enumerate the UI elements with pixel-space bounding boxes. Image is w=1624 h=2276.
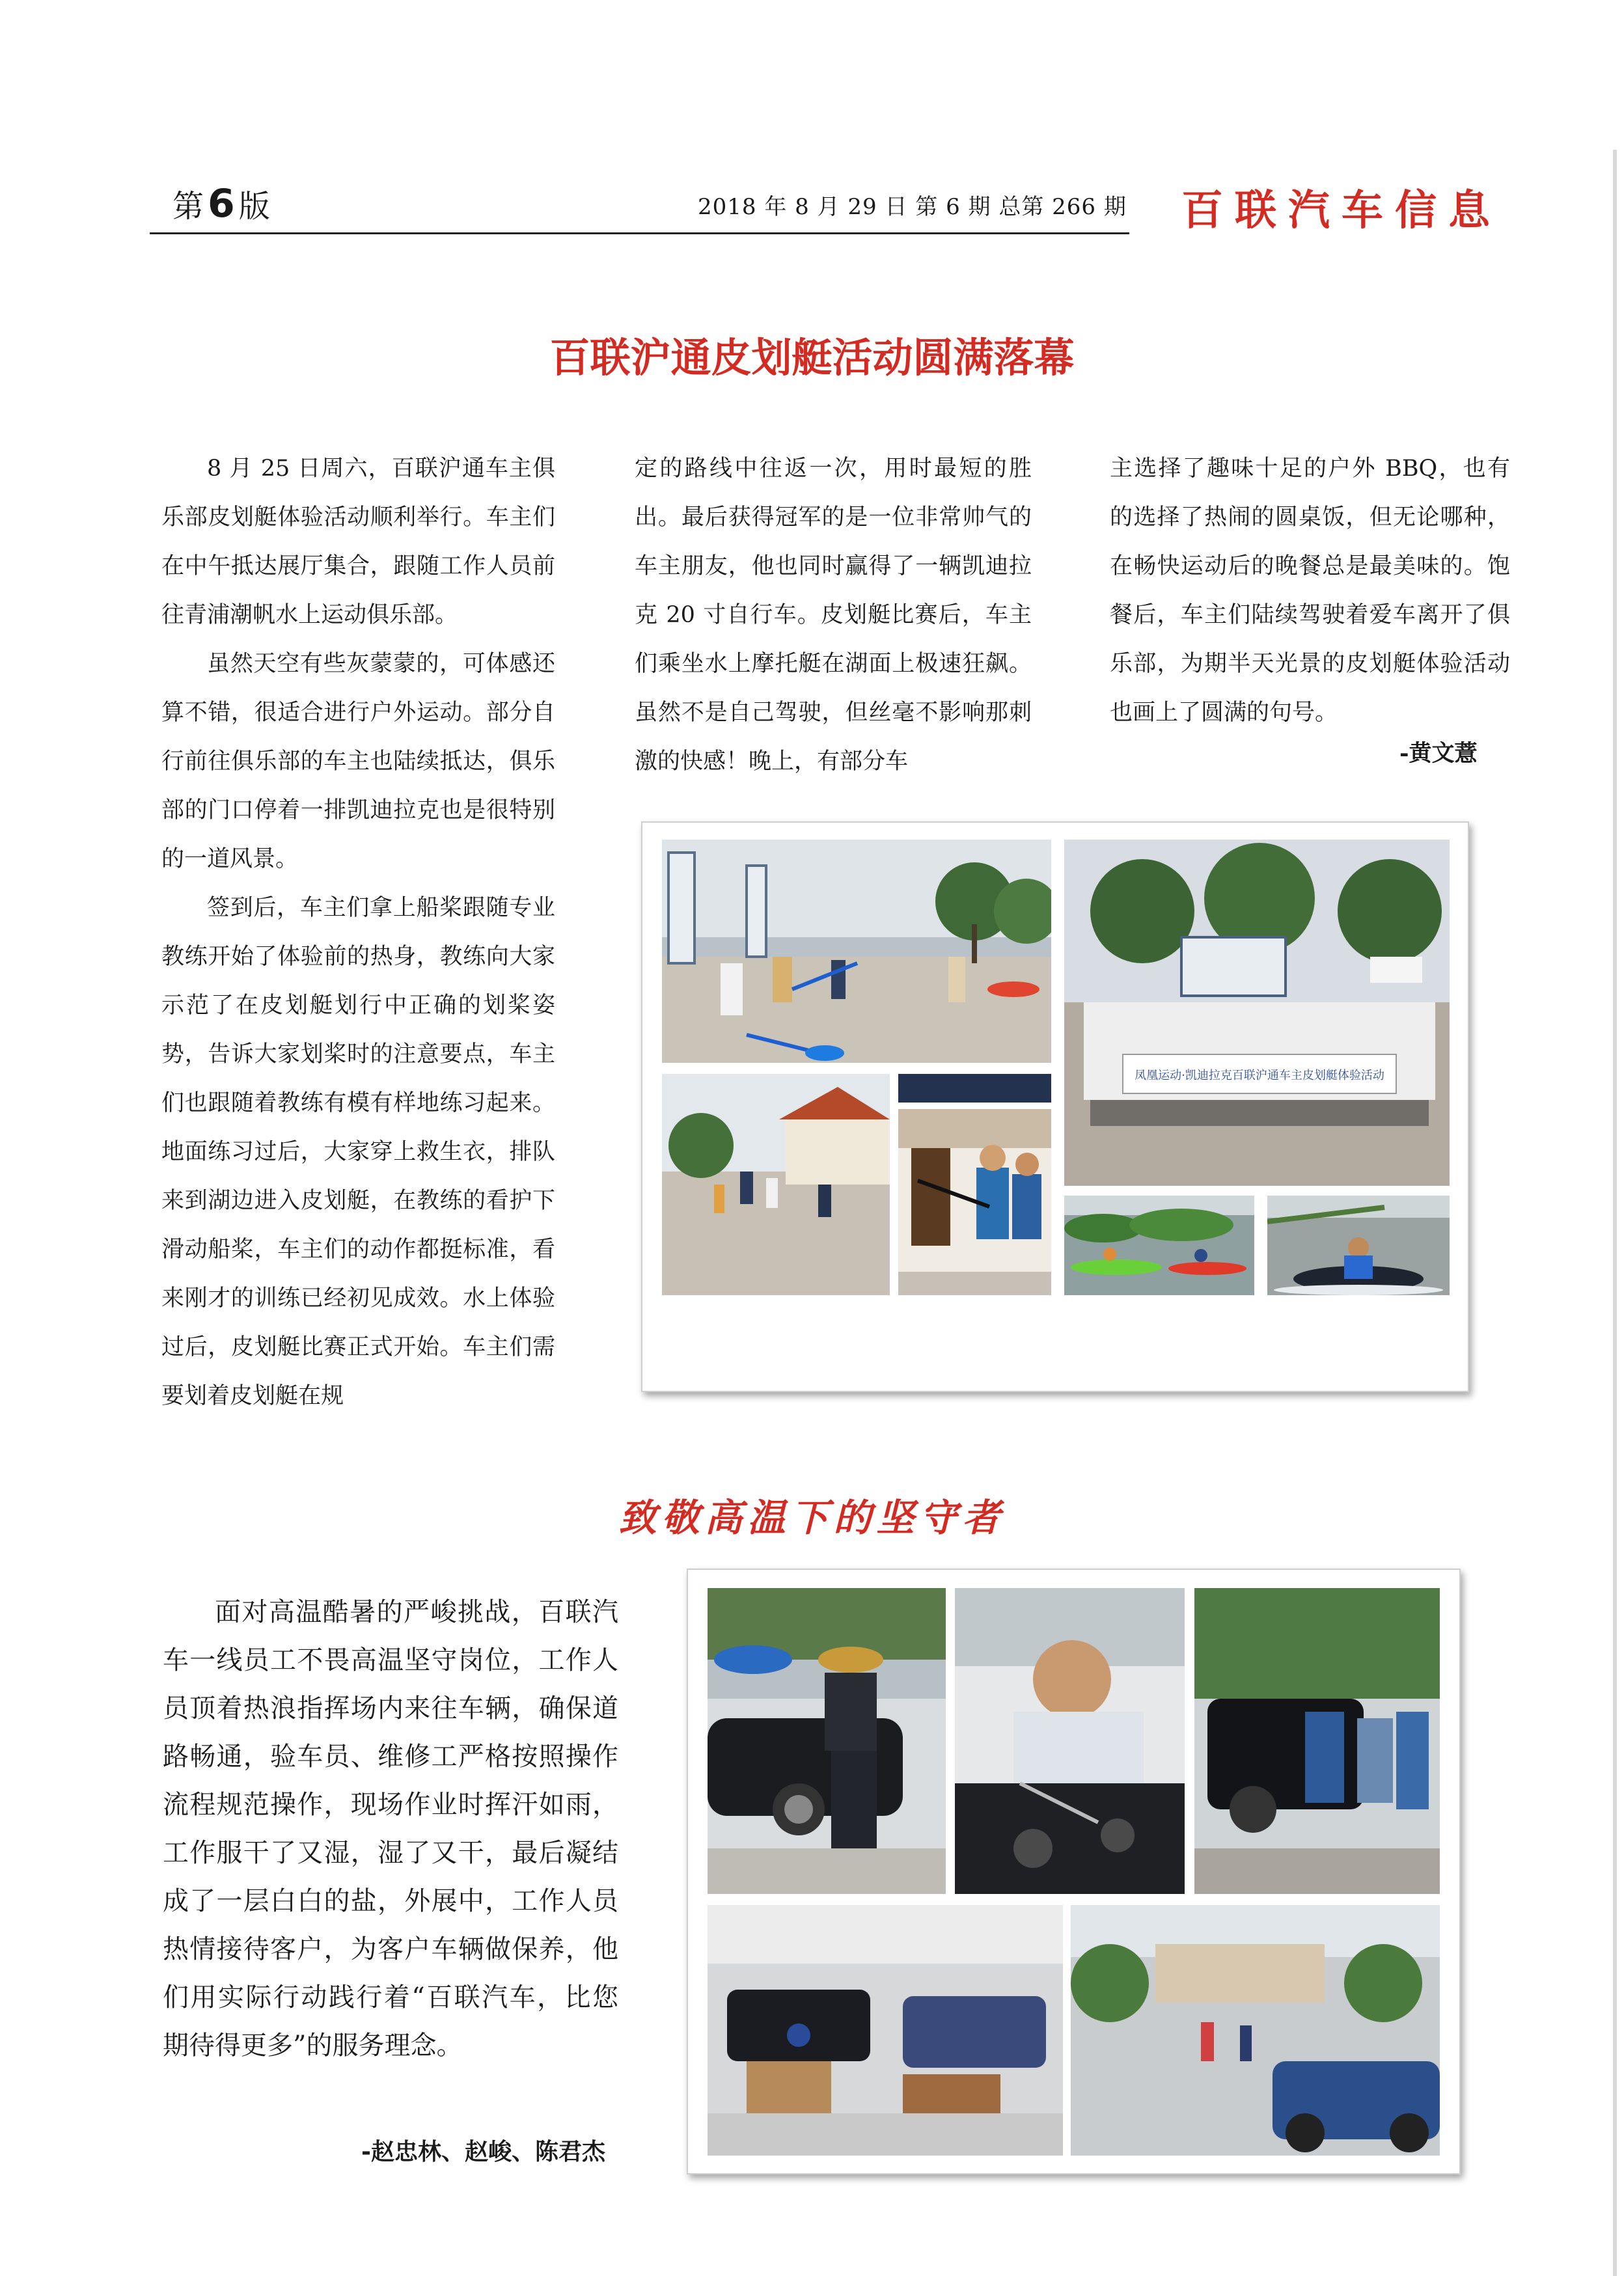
article2-body (163, 1588, 618, 2070)
photo-collage-staff (687, 1569, 1461, 2174)
page-edge-shadow (1613, 150, 1617, 2276)
edition-number: 6 (208, 181, 235, 226)
photo-collage-kayak (641, 821, 1469, 1392)
article1-column-1 (161, 445, 555, 1421)
photo-dark-strip (898, 1074, 1051, 1103)
header-rule (150, 232, 1129, 234)
photo-jet-ski (1267, 1196, 1450, 1295)
photo-warmup (662, 840, 1051, 1063)
article1-paragraph-1: 8 月 25 日周六，百联沪通车主俱乐部皮划艇体验活动顺利举行。车主们在中午抵达展厅集合，跟随工作人员前往青浦潮帆水上运动俱乐部。 (161, 456, 555, 628)
article2-byline: -赵忠林、赵峻、陈君杰 (361, 2139, 605, 2165)
brand-title: 百联汽车信息 (1181, 187, 1502, 235)
article1-paragraph-2: 虽然天空有些灰蒙蒙的，可体感还算不错，很适合进行户外运动。部分自行前往俱乐部的车主也陆续抵达，俱乐部的门口停着一排凯迪拉克也是很特别的一道风景。 (161, 651, 555, 872)
photo-pushing-car (1194, 1588, 1440, 1894)
photo-mechanic (955, 1588, 1185, 1894)
article1-title: 百联沪通皮划艇活动圆满落幕 (549, 334, 1075, 381)
photo-street-service (1071, 1905, 1440, 2156)
article2-paragraph: 面对高温酷暑的严峻挑战，百联汽车一线员工不畏高温坚守岗位，工作人员顶着热浪指挥场内来往车辆，确保道路畅通，验车员、维修工严格按照操作流程规范操作，现场作业时挥汗如雨，工作服干了又湿，湿了又干，最后凝结成了一层白白的盐，外展中，工作人员热情接待客户，为客户车辆做保养，他们用实际行动践行着“百联汽车，比您期待得更多”的服务理念。 (163, 1597, 618, 2061)
article1-paragraph-3-cont: 定的路线中往返一次，用时最短的胜出。最后获得冠军的是一位非常帅气的车主朋友，他也同时赢得了一辆凯迪拉克 20 寸自行车。皮划艇比赛后，车主们乘坐水上摩托艇在湖面上极速狂飙。虽然不是自己驾驶，但丝毫不影响那刺激的快感！晚上，有部分车 (635, 456, 1032, 775)
article1-paragraph-3-end: 主选择了趣味十足的户外 BBQ，也有的选择了热闹的圆桌饭，但无论哪种，在畅快运动后的晚餐总是最美味的。饱餐后，车主们陆续驾驶着爱车离开了俱乐部，为期半天光景的皮划艇体验活动也画上了圆满的句号。 (1110, 456, 1510, 726)
photo-traffic-director (708, 1588, 946, 1894)
photo-group-banner (1064, 840, 1450, 1186)
article1-byline: -黄文薏 (1399, 740, 1478, 767)
article1-paragraph-3: 签到后，车主们拿上船桨跟随专业教练开始了体验前的热身，教练向大家示范了在皮划艇划行中正确的划桨姿势，告诉大家划桨时的注意要点，车主们也跟随着教练有模有样地练习起来。地面练习过后，大家穿上救生衣，排队来到湖边进入皮划艇，在教练的看护下滑动船桨，车主们的动作都挺标准，看来刚才的训练已经初见成效。水上体验过后，皮划艇比赛正式开始。车主们需要划着皮划艇在规 (161, 895, 555, 1409)
article1-column-2 (635, 445, 1032, 786)
article1-column-3 (1110, 445, 1510, 737)
edition-label: 第 6 版 (172, 181, 270, 226)
photo-instructor (898, 1109, 1051, 1295)
photo-kayaks-lotus (1064, 1196, 1254, 1295)
photo-workshop (708, 1905, 1063, 2156)
issue-meta: 2018 年 8 月 29 日 第 6 期 总第 266 期 (698, 194, 1127, 220)
photo-clubhouse-plaza (662, 1074, 890, 1295)
banner-text: 凤凰运动·凯迪拉克百联沪通车主皮划艇体验活动 (1135, 1069, 1384, 1082)
article2-title: 致敬高温下的坚守者 (618, 1496, 1006, 1540)
